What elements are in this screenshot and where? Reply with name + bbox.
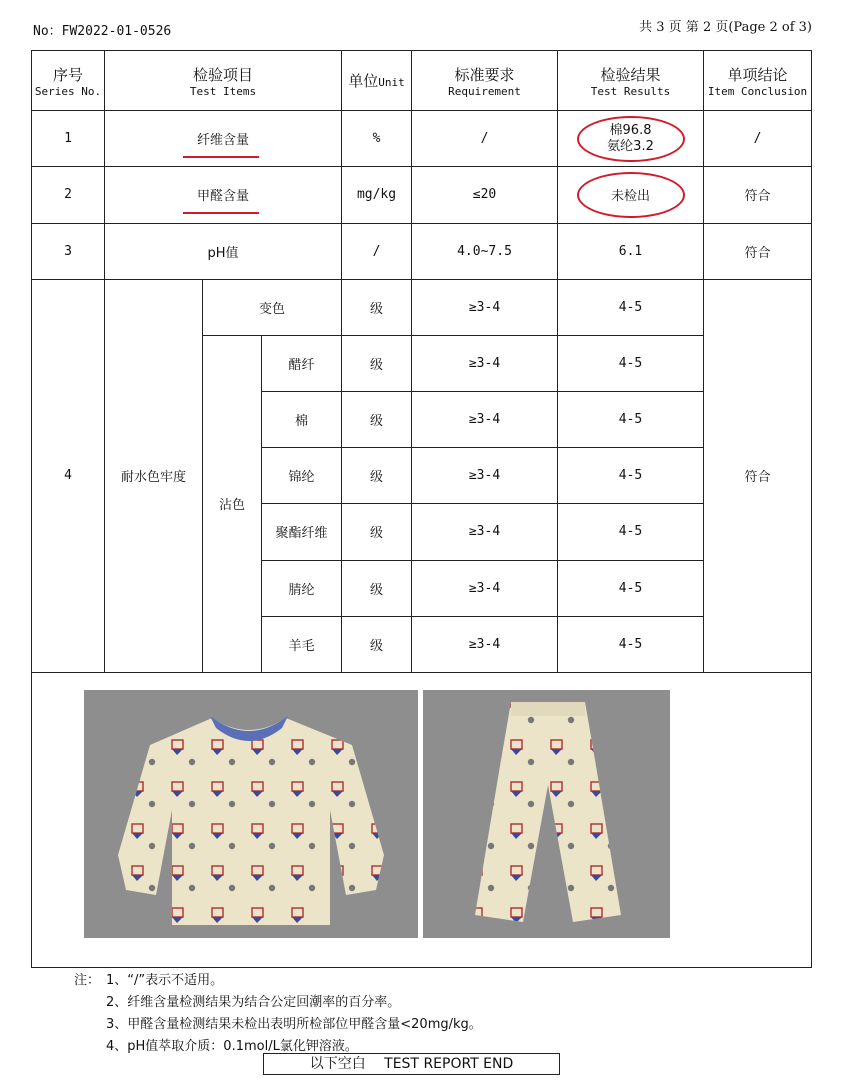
result-line: 棉96.8 — [609, 122, 652, 138]
result: 4-5 — [558, 504, 704, 560]
fiber-name: 腈纶 — [262, 560, 342, 616]
requirement: ≥3-4 — [412, 392, 558, 448]
test-results-table — [31, 50, 812, 968]
notes — [74, 970, 482, 1058]
result-line: 氨纶3.2 — [607, 138, 654, 154]
result: 4-5 — [558, 560, 704, 616]
test-item: 甲醛含量 — [105, 167, 342, 223]
conclusion: 符合 — [704, 167, 812, 223]
test-item: 纤维含量 — [105, 111, 342, 167]
requirement: ≥3-4 — [412, 504, 558, 560]
note-item: 3、甲醛含量检测结果未检出表明所检部位甲醛含量<20mg/kg。 — [106, 1017, 482, 1032]
requirement: / — [412, 111, 558, 167]
row-number: 1 — [32, 111, 105, 167]
requirement: ≥3-4 — [412, 335, 558, 391]
result: 4-5 — [558, 335, 704, 391]
row-number: 3 — [32, 223, 105, 279]
row-number: 2 — [32, 167, 105, 223]
header-requirement: 标准要求 Requirement — [412, 51, 558, 111]
fiber-name: 醋纤 — [262, 335, 342, 391]
table-row — [32, 223, 812, 279]
requirement: 4.0~7.5 — [412, 223, 558, 279]
sample-photos — [32, 672, 812, 967]
staining-label: 沾色 — [203, 335, 262, 672]
row-number: 4 — [32, 279, 105, 672]
unit: 级 — [342, 448, 412, 504]
unit: 级 — [342, 560, 412, 616]
requirement: ≤20 — [412, 167, 558, 223]
header-conclusion: 单项结论 Item Conclusion — [704, 51, 812, 111]
header-seq: 序号 Series No. — [32, 51, 105, 111]
fiber-name: 聚酯纤维 — [262, 504, 342, 560]
conclusion: / — [704, 111, 812, 167]
result: 4-5 — [558, 448, 704, 504]
table-row — [32, 279, 812, 335]
unit: 级 — [342, 335, 412, 391]
table-row — [32, 111, 812, 167]
unit: 级 — [342, 616, 412, 672]
requirement: ≥3-4 — [412, 448, 558, 504]
header-results: 检验结果 Test Results — [558, 51, 704, 111]
requirement: ≥3-4 — [412, 616, 558, 672]
notes-label: 注： — [74, 973, 101, 988]
result-circled: 未检出 — [558, 167, 704, 223]
requirement: ≥3-4 — [412, 279, 558, 335]
test-item: 耐水色牢度 — [105, 279, 203, 672]
conclusion: 符合 — [704, 223, 812, 279]
note-item: 1、“/”表示不适用。 — [106, 973, 224, 988]
report-number: No：FW2022-01-0526 — [33, 24, 172, 39]
unit: 级 — [342, 392, 412, 448]
result: 4-5 — [558, 616, 704, 672]
result: 6.1 — [558, 223, 704, 279]
result-circled — [558, 111, 704, 167]
unit: mg/kg — [342, 167, 412, 223]
photo-row — [32, 672, 812, 967]
table-header-row — [32, 51, 812, 111]
fiber-name: 锦纶 — [262, 448, 342, 504]
unit: / — [342, 223, 412, 279]
unit: % — [342, 111, 412, 167]
header-unit: 单位Unit — [342, 51, 412, 111]
unit: 级 — [342, 504, 412, 560]
header-item: 检验项目 Test Items — [105, 51, 342, 111]
result: 4-5 — [558, 392, 704, 448]
unit: 级 — [342, 279, 412, 335]
requirement: ≥3-4 — [412, 560, 558, 616]
note-item: 2、纤维含量检测结果为结合公定回潮率的百分率。 — [106, 995, 401, 1010]
conclusion: 符合 — [704, 279, 812, 672]
fiber-name: 棉 — [262, 392, 342, 448]
report-end-box: 以下空白 TEST REPORT END — [263, 1053, 560, 1075]
fiber-name: 羊毛 — [262, 616, 342, 672]
page-info: 共 3 页 第 2 页(Page 2 of 3) — [639, 20, 812, 35]
table-row — [32, 167, 812, 223]
result: 4-5 — [558, 279, 704, 335]
test-item: pH值 — [105, 223, 342, 279]
color-change-label: 变色 — [203, 279, 342, 335]
note-item: 4、pH值萃取介质：0.1mol/L氯化钾溶液。 — [106, 1039, 358, 1054]
sample-top-photo — [84, 690, 418, 938]
sample-pants-photo — [423, 690, 670, 938]
